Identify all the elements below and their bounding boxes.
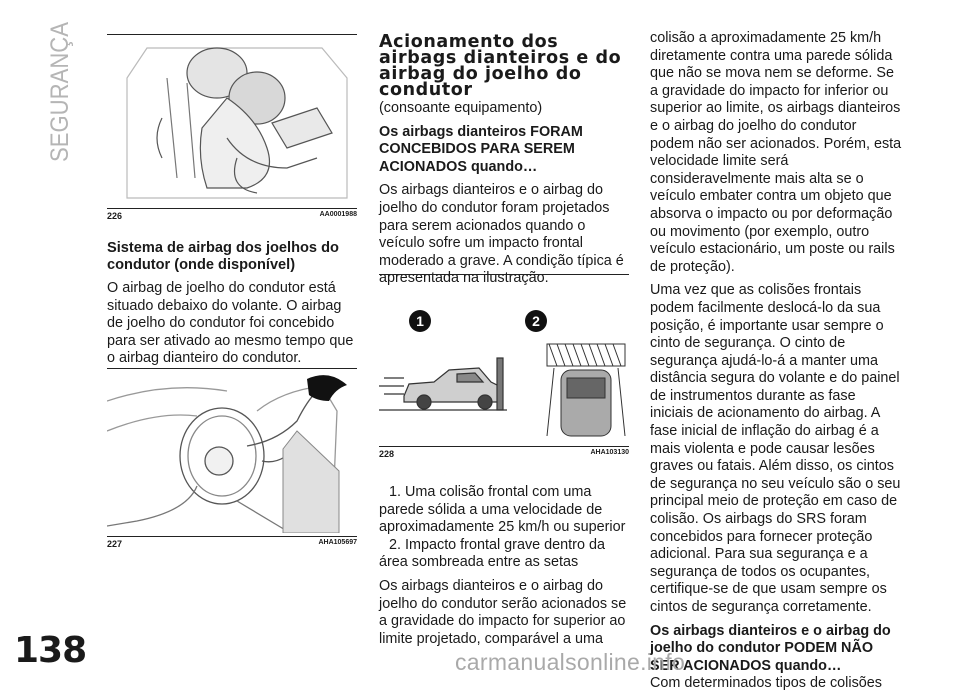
figure-227-code: AHA105697	[318, 539, 357, 546]
figure-228-illustration	[379, 278, 629, 444]
deployment-subtitle: (consoante equipamento)	[379, 100, 543, 116]
watermark: carmanualsonline.info	[455, 649, 686, 675]
marker-1: 1	[416, 313, 424, 329]
knee-airbag-paragraph: O airbag de joelho do condutor está situado debaixo do volante. O airbag de joelho do condutor foi concebido para ser ativado ao mesmo tempo que o airbag dianteiro do condutor.	[107, 280, 354, 367]
may-not-deploy-heading: Os airbags dianteiros e o airbag do joelho do condutor PODEM NÃO SER ACIONADOS quando…	[650, 622, 891, 674]
figure-228-bottom-rule	[379, 446, 629, 447]
figure-226-top-rule	[107, 34, 357, 35]
figure-228-number: 228	[379, 449, 395, 459]
figure-228-caption	[379, 449, 629, 459]
figure-227-bottom-rule	[107, 536, 357, 537]
figure-228-code: AHA103130	[590, 449, 629, 456]
list-item-1: 1. Uma colisão frontal com uma parede sólida a uma velocidade de aproximadamente 25 km/h ou superior	[379, 484, 626, 536]
figure-228-top-rule	[379, 274, 629, 275]
figure-227-top-rule	[107, 368, 357, 369]
figure-226-illustration	[107, 38, 357, 206]
column-3-paragraph-1: colisão a aproximadamente 25 km/h diretamente contra uma parede sólida que não se mova nem se deforme. Se a gravidade do impacto for inferior ou superior ao limite, os airbags dianteiros e o airbag do joelho do condutor podem não ser acionados. Porém, esta velocidade limite será consideravelmente mais alta se o veículo embater contra um objeto que absorva o impacto ou por deformação ou movimento (por exemplo, outro veículo estacionário, um poste ou rails de proteção).	[650, 30, 902, 275]
column-3	[650, 30, 902, 699]
figure-227-number: 227	[107, 539, 123, 549]
column-2	[379, 34, 631, 294]
page-number: 138	[14, 630, 87, 671]
designed-to-deploy-heading: Os airbags dianteiros FORAM CONCEBIDOS PARA SEREM ACIONADOS quando…	[379, 123, 583, 175]
marker-2: 2	[532, 313, 540, 329]
list-item-2: 2. Impacto frontal grave dentro da área sombreada entre as setas	[379, 536, 605, 571]
section-tab-label: SEGURANÇA	[46, 14, 74, 162]
column-3-paragraph-2: Uma vez que as colisões frontais podem facilmente deslocá-lo da sua posição, é importante usar sempre o cinto de segurança. O cinto de segurança ajudá-lo-á a manter uma distância segura do volante e do painel de instrumentos durante as fase iniciais de acionamento do airbag. A fase inicial de inflação do airbag é a mais violenta e pode causar lesões graves ou fatais. Além disso, os cintos de segurança no seu veículo são o seu principal meio de proteção em caso de colisão. Os airbags do SRS foram concebidos para fornecer proteção adicional. Para sua segurança e a segurança de todos os ocupantes, certifique-se de que usam sempre os cintos de segurança corretamente.	[650, 282, 901, 615]
figure-227-caption	[107, 539, 357, 549]
column-3-paragraph-3: Com determinados tipos de colisões	[650, 675, 882, 692]
figure-227-illustration	[107, 371, 357, 533]
deployment-paragraph: Os airbags dianteiros e o airbag do joelho do condutor foram projetados para serem acionados quando o veículo sofre um impacto frontal moderado a grave. A condição típica é apresentada na ilustração.	[379, 182, 624, 287]
figure-226-number: 226	[107, 211, 123, 221]
deployment-title: Acionamento dos airbags dianteiros e do airbag do joelho do condutor	[379, 32, 622, 100]
figure-226-code: AA0001988	[319, 211, 357, 218]
threshold-paragraph: Os airbags dianteiros e o airbag do joelho do condutor serão acionados se a gravidade do impacto for superior ao limite projetado, comparável a uma	[379, 577, 627, 647]
column-1	[107, 240, 359, 374]
section-tab	[22, 14, 82, 164]
column-2-lower	[379, 484, 631, 654]
figure-226-caption	[107, 211, 357, 221]
figure-226-bottom-rule	[107, 208, 357, 209]
knee-airbag-heading: Sistema de airbag dos joelhos do condutor (onde disponível)	[107, 240, 339, 273]
